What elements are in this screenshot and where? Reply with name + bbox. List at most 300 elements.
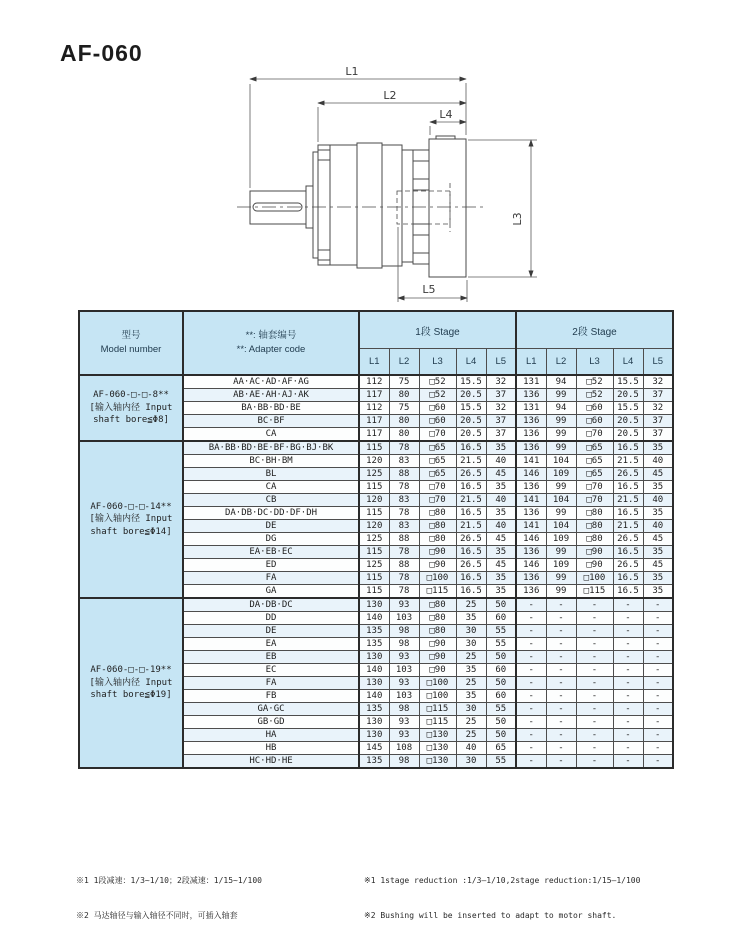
stage2-l4-cell: -: [613, 755, 643, 769]
stage1-l4-cell: 16.5: [456, 546, 486, 559]
stage1-l2-cell: 93: [389, 651, 419, 664]
stage2-l3-cell: □52: [576, 389, 613, 402]
stage2-l5-cell: -: [643, 755, 673, 769]
stage2-l1-cell: -: [516, 755, 546, 769]
stage1-header: 1段 Stage: [359, 311, 516, 349]
stage2-header: 2段 Stage: [516, 311, 673, 349]
stage1-l5-cell: 45: [486, 468, 516, 481]
stage2-l5-cell: -: [643, 651, 673, 664]
stage2-l2-cell: -: [546, 755, 576, 769]
adapter-code-cell: FB: [183, 690, 359, 703]
stage1-l5-cell: 45: [486, 533, 516, 546]
stage2-l3-cell: □70: [576, 428, 613, 442]
stage1-l2-cell: 103: [389, 664, 419, 677]
stage1-l5-cell: 60: [486, 690, 516, 703]
bolt-tab: [413, 253, 429, 264]
stage2-l2-cell: 94: [546, 375, 576, 389]
stage1-l1-cell: 145: [359, 742, 389, 755]
stage2-l1-cell: -: [516, 651, 546, 664]
stage1-l2-cell: 98: [389, 703, 419, 716]
stage1-l5-cell: 65: [486, 742, 516, 755]
bolt-tab: [413, 179, 429, 190]
stage2-l1-cell: 136: [516, 415, 546, 428]
stage1-l2-cell: 93: [389, 677, 419, 690]
stage1-l4-cell: 20.5: [456, 428, 486, 442]
stage1-l4-cell: 16.5: [456, 481, 486, 494]
stage1-l3-cell: □65: [419, 455, 456, 468]
stage2-l2-cell: -: [546, 729, 576, 742]
stage1-l3-cell: □80: [419, 533, 456, 546]
stage1-l4-cell: 25: [456, 651, 486, 664]
stage1-l2-cell: 78: [389, 546, 419, 559]
stage2-l5-cell: 35: [643, 507, 673, 520]
stage2-l5-cell: 35: [643, 572, 673, 585]
hidden-pilot: [397, 191, 450, 224]
stage2-l4-cell: 15.5: [613, 402, 643, 415]
footnotes-english: [364, 852, 640, 933]
stage1-l5-cell: 50: [486, 677, 516, 690]
technical-drawing: [0, 0, 750, 320]
stage1-l5-cell: 32: [486, 402, 516, 415]
stage1-l4-cell: 20.5: [456, 389, 486, 402]
stage1-l2-cell: 78: [389, 481, 419, 494]
col-header-stage1-l4: L4: [456, 349, 486, 376]
stage1-l3-cell: □65: [419, 468, 456, 481]
stage2-l4-cell: 21.5: [613, 520, 643, 533]
stage2-l4-cell: 20.5: [613, 389, 643, 402]
stage1-l5-cell: 35: [486, 585, 516, 599]
stage2-l1-cell: -: [516, 690, 546, 703]
stage1-l2-cell: 88: [389, 468, 419, 481]
stage2-l1-cell: 136: [516, 546, 546, 559]
stage1-l2-cell: 108: [389, 742, 419, 755]
stage1-l4-cell: 25: [456, 677, 486, 690]
adapter-code-cell: DG: [183, 533, 359, 546]
stage2-l2-cell: 99: [546, 546, 576, 559]
output-shaft: [250, 191, 306, 224]
model-group-label-3: AF-060-□-□-19** [输入轴内径 Input shaft bore≦Φ19]: [79, 598, 183, 768]
stage2-l5-cell: -: [643, 638, 673, 651]
stage2-l5-cell: -: [643, 716, 673, 729]
stage1-l1-cell: 125: [359, 559, 389, 572]
stage2-l2-cell: 104: [546, 455, 576, 468]
stage2-l4-cell: 16.5: [613, 481, 643, 494]
stage2-l4-cell: -: [613, 651, 643, 664]
stage1-l5-cell: 35: [486, 546, 516, 559]
gearbox-ring: [382, 145, 402, 266]
stage2-l3-cell: -: [576, 742, 613, 755]
stage2-l3-cell: □60: [576, 415, 613, 428]
stage1-l4-cell: 30: [456, 638, 486, 651]
stage2-l5-cell: 32: [643, 402, 673, 415]
stage2-l5-cell: 45: [643, 559, 673, 572]
stage1-l4-cell: 21.5: [456, 520, 486, 533]
stage2-l3-cell: -: [576, 755, 613, 769]
stage2-l5-cell: -: [643, 677, 673, 690]
stage1-l4-cell: 30: [456, 755, 486, 769]
adapter-code-cell: BA·BB·BD·BE: [183, 402, 359, 415]
stage1-l3-cell: □90: [419, 651, 456, 664]
stage2-l3-cell: □80: [576, 520, 613, 533]
bolt-tab: [413, 150, 429, 161]
col-header-stage1-l1: L1: [359, 349, 389, 376]
stage2-l3-cell: □100: [576, 572, 613, 585]
stage2-l4-cell: 16.5: [613, 572, 643, 585]
stage2-l1-cell: 131: [516, 375, 546, 389]
stage2-l4-cell: 26.5: [613, 559, 643, 572]
dimension-table-body: [79, 375, 673, 768]
footnotes-chinese: [76, 852, 262, 933]
stage1-l5-cell: 40: [486, 494, 516, 507]
stage2-l5-cell: 35: [643, 585, 673, 599]
stage1-l4-cell: 15.5: [456, 402, 486, 415]
stage1-l5-cell: 37: [486, 415, 516, 428]
stage1-l3-cell: □70: [419, 428, 456, 442]
adapter-code-cell: DA·DB·DC: [183, 598, 359, 612]
stage2-l2-cell: 99: [546, 507, 576, 520]
stage1-l3-cell: □100: [419, 572, 456, 585]
stage1-l3-cell: □90: [419, 546, 456, 559]
adapter-code-cell: HC·HD·HE: [183, 755, 359, 769]
stage2-l3-cell: □115: [576, 585, 613, 599]
footnote-cn-2: ※2 马达轴径与输入轴径不同时，可插入轴套: [76, 910, 238, 920]
dim-label-l4: L4: [439, 108, 453, 121]
adapter-code-cell: GA·GC: [183, 703, 359, 716]
stage2-l3-cell: □80: [576, 533, 613, 546]
stage1-l1-cell: 130: [359, 651, 389, 664]
stage1-l5-cell: 35: [486, 507, 516, 520]
stage2-l1-cell: 136: [516, 585, 546, 599]
stage1-l2-cell: 80: [389, 389, 419, 402]
col-header-stage2-l3: L3: [576, 349, 613, 376]
adapter-code-cell: DE: [183, 520, 359, 533]
stage2-l1-cell: -: [516, 729, 546, 742]
stage2-l5-cell: -: [643, 612, 673, 625]
stage1-l5-cell: 35: [486, 441, 516, 455]
stage1-l2-cell: 80: [389, 415, 419, 428]
stage1-l1-cell: 140: [359, 612, 389, 625]
stage1-l5-cell: 40: [486, 520, 516, 533]
dim-label-l1: L1: [345, 65, 359, 78]
stage1-l2-cell: 93: [389, 716, 419, 729]
stage2-l1-cell: 146: [516, 533, 546, 546]
stage2-l1-cell: -: [516, 638, 546, 651]
stage1-l1-cell: 135: [359, 625, 389, 638]
col-header-stage2-l5: L5: [643, 349, 673, 376]
stage1-l2-cell: 83: [389, 520, 419, 533]
stage2-l4-cell: -: [613, 716, 643, 729]
stage2-l3-cell: -: [576, 638, 613, 651]
stage1-l4-cell: 35: [456, 664, 486, 677]
stage1-l5-cell: 45: [486, 559, 516, 572]
stage2-l5-cell: -: [643, 703, 673, 716]
stage2-l4-cell: -: [613, 703, 643, 716]
stage1-l4-cell: 25: [456, 716, 486, 729]
stage2-l4-cell: 20.5: [613, 428, 643, 442]
stage2-l5-cell: 45: [643, 468, 673, 481]
stage2-l3-cell: -: [576, 612, 613, 625]
stage1-l5-cell: 37: [486, 428, 516, 442]
stage1-l5-cell: 60: [486, 612, 516, 625]
adapter-code-cell: GA: [183, 585, 359, 599]
stage1-l5-cell: 35: [486, 481, 516, 494]
stage2-l2-cell: 104: [546, 520, 576, 533]
stage1-l1-cell: 140: [359, 664, 389, 677]
stage1-l4-cell: 20.5: [456, 415, 486, 428]
stage1-l4-cell: 16.5: [456, 585, 486, 599]
stage2-l4-cell: 15.5: [613, 375, 643, 389]
stage2-l3-cell: □80: [576, 507, 613, 520]
stage2-l5-cell: 37: [643, 389, 673, 402]
stage2-l2-cell: -: [546, 625, 576, 638]
adapter-header-cn: **: 轴套编号: [245, 329, 297, 341]
stage2-l5-cell: -: [643, 598, 673, 612]
col-header-stage1-l2: L2: [389, 349, 419, 376]
stage1-l2-cell: 93: [389, 729, 419, 742]
stage2-l3-cell: -: [576, 651, 613, 664]
adapter-code-cell: FA: [183, 677, 359, 690]
stage2-l2-cell: -: [546, 651, 576, 664]
stage1-l3-cell: □130: [419, 742, 456, 755]
motor-flange: [429, 139, 466, 277]
stage1-l2-cell: 78: [389, 585, 419, 599]
stage2-l4-cell: -: [613, 742, 643, 755]
adapter-code-cell: DE: [183, 625, 359, 638]
stage2-l2-cell: -: [546, 677, 576, 690]
stage1-l4-cell: 30: [456, 703, 486, 716]
adapter-code-cell: BL: [183, 468, 359, 481]
stage1-l1-cell: 130: [359, 716, 389, 729]
stage2-l2-cell: -: [546, 598, 576, 612]
bell-housing: [318, 145, 357, 265]
stage2-l5-cell: 40: [643, 494, 673, 507]
stage1-l4-cell: 16.5: [456, 441, 486, 455]
col-header-stage2-l1: L1: [516, 349, 546, 376]
stage2-l3-cell: -: [576, 703, 613, 716]
stage2-l2-cell: 99: [546, 441, 576, 455]
stage2-l1-cell: 141: [516, 494, 546, 507]
stage1-l3-cell: □90: [419, 664, 456, 677]
stage1-l1-cell: 130: [359, 598, 389, 612]
gearbox-body: [357, 143, 382, 268]
stage1-l3-cell: □130: [419, 729, 456, 742]
stage1-l3-cell: □115: [419, 703, 456, 716]
stage1-l2-cell: 75: [389, 375, 419, 389]
table-row: [79, 598, 673, 612]
stage2-l5-cell: 35: [643, 546, 673, 559]
stage1-l4-cell: 25: [456, 598, 486, 612]
stage2-l1-cell: 131: [516, 402, 546, 415]
stage1-l1-cell: 115: [359, 572, 389, 585]
adapter-code-cell: DD: [183, 612, 359, 625]
dim-label-l3: L3: [511, 212, 524, 226]
stage1-l3-cell: □52: [419, 375, 456, 389]
stage2-l4-cell: 20.5: [613, 415, 643, 428]
stage2-l5-cell: -: [643, 742, 673, 755]
adapter-neck: [402, 150, 413, 262]
col-header-stage1-l5: L5: [486, 349, 516, 376]
stage1-l4-cell: 25: [456, 729, 486, 742]
stage1-l4-cell: 40: [456, 742, 486, 755]
stage1-l5-cell: 55: [486, 703, 516, 716]
stage1-l4-cell: 15.5: [456, 375, 486, 389]
stage1-l1-cell: 112: [359, 402, 389, 415]
adapter-code-cell: CA: [183, 428, 359, 442]
stage1-l3-cell: □65: [419, 441, 456, 455]
col-header-stage2-l2: L2: [546, 349, 576, 376]
stage1-l1-cell: 120: [359, 494, 389, 507]
stage2-l3-cell: □70: [576, 494, 613, 507]
stage2-l3-cell: -: [576, 729, 613, 742]
stage2-l4-cell: 16.5: [613, 546, 643, 559]
stage2-l1-cell: -: [516, 677, 546, 690]
stage1-l1-cell: 115: [359, 546, 389, 559]
stage1-l2-cell: 98: [389, 638, 419, 651]
stage2-l1-cell: -: [516, 664, 546, 677]
page-title: AF-060: [60, 40, 143, 66]
stage2-l5-cell: 37: [643, 428, 673, 442]
stage1-l1-cell: 115: [359, 481, 389, 494]
stage1-l2-cell: 98: [389, 755, 419, 769]
stage2-l2-cell: -: [546, 612, 576, 625]
footnote-en-2: ※2 Bushing will be inserted to adapt to motor shaft.: [364, 910, 617, 920]
stage2-l2-cell: 99: [546, 481, 576, 494]
stage1-l2-cell: 88: [389, 533, 419, 546]
stage1-l1-cell: 125: [359, 533, 389, 546]
stage2-l4-cell: -: [613, 690, 643, 703]
stage1-l4-cell: 21.5: [456, 455, 486, 468]
adapter-code-cell: ED: [183, 559, 359, 572]
stage2-l1-cell: 146: [516, 559, 546, 572]
stage2-l2-cell: -: [546, 742, 576, 755]
table-row: [79, 441, 673, 455]
stage1-l1-cell: 135: [359, 638, 389, 651]
stage2-l4-cell: 16.5: [613, 441, 643, 455]
stage1-l3-cell: □115: [419, 716, 456, 729]
stage2-l2-cell: -: [546, 638, 576, 651]
adapter-code-cell: FA: [183, 572, 359, 585]
stage1-l2-cell: 80: [389, 428, 419, 442]
stage2-l4-cell: -: [613, 638, 643, 651]
stage1-l5-cell: 50: [486, 598, 516, 612]
stage2-l1-cell: 141: [516, 455, 546, 468]
stage1-l4-cell: 30: [456, 625, 486, 638]
stage2-l1-cell: 136: [516, 572, 546, 585]
model-number-header: [79, 311, 183, 375]
stage1-l4-cell: 16.5: [456, 572, 486, 585]
stage2-l2-cell: 99: [546, 415, 576, 428]
stage1-l3-cell: □60: [419, 402, 456, 415]
stage2-l3-cell: -: [576, 716, 613, 729]
stage2-l4-cell: 21.5: [613, 455, 643, 468]
stage2-l1-cell: 136: [516, 481, 546, 494]
stage2-l3-cell: □65: [576, 468, 613, 481]
stage1-l5-cell: 55: [486, 755, 516, 769]
stage1-l5-cell: 50: [486, 716, 516, 729]
adapter-code-cell: DA·DB·DC·DD·DF·DH: [183, 507, 359, 520]
stage1-l1-cell: 140: [359, 690, 389, 703]
stage2-l4-cell: -: [613, 729, 643, 742]
stage1-l3-cell: □100: [419, 677, 456, 690]
stage1-l2-cell: 78: [389, 507, 419, 520]
stage1-l4-cell: 26.5: [456, 559, 486, 572]
stage2-l2-cell: 109: [546, 559, 576, 572]
stage1-l2-cell: 103: [389, 690, 419, 703]
stage1-l3-cell: □80: [419, 612, 456, 625]
dim-label-l2: L2: [383, 89, 397, 102]
stage1-l1-cell: 115: [359, 507, 389, 520]
stage1-l1-cell: 117: [359, 389, 389, 402]
adapter-code-cell: EC: [183, 664, 359, 677]
stage2-l5-cell: -: [643, 690, 673, 703]
stage2-l1-cell: 136: [516, 441, 546, 455]
stage2-l2-cell: 104: [546, 494, 576, 507]
stage1-l5-cell: 40: [486, 455, 516, 468]
model-header-en: Model number: [100, 344, 162, 355]
stage2-l3-cell: -: [576, 690, 613, 703]
dimension-table: [78, 310, 674, 769]
bolt-tab: [413, 224, 429, 235]
stage1-l2-cell: 98: [389, 625, 419, 638]
stage1-l3-cell: □80: [419, 507, 456, 520]
stage2-l3-cell: -: [576, 677, 613, 690]
stage1-l2-cell: 103: [389, 612, 419, 625]
model-group-label-1: AF-060-□-□-8** [输入轴内径 Input shaft bore≦Φ8]: [79, 375, 183, 441]
stage1-l3-cell: □60: [419, 415, 456, 428]
stage2-l4-cell: 26.5: [613, 533, 643, 546]
flange-top-tab: [436, 136, 455, 139]
adapter-code-cell: EA·EB·EC: [183, 546, 359, 559]
stage1-l1-cell: 135: [359, 755, 389, 769]
stage2-l1-cell: 141: [516, 520, 546, 533]
stage1-l2-cell: 75: [389, 402, 419, 415]
stage2-l2-cell: -: [546, 716, 576, 729]
stage2-l2-cell: 99: [546, 572, 576, 585]
stage1-l4-cell: 16.5: [456, 507, 486, 520]
stage2-l2-cell: -: [546, 703, 576, 716]
stage1-l1-cell: 115: [359, 441, 389, 455]
stage1-l3-cell: □115: [419, 585, 456, 599]
stage2-l1-cell: 136: [516, 507, 546, 520]
stage2-l1-cell: -: [516, 703, 546, 716]
col-header-stage2-l4: L4: [613, 349, 643, 376]
stage1-l4-cell: 35: [456, 690, 486, 703]
stage1-l3-cell: □100: [419, 690, 456, 703]
stage1-l2-cell: 88: [389, 559, 419, 572]
stage2-l3-cell: -: [576, 664, 613, 677]
stage2-l4-cell: 21.5: [613, 494, 643, 507]
stage2-l1-cell: 136: [516, 428, 546, 442]
stage2-l3-cell: □60: [576, 402, 613, 415]
stage2-l3-cell: □90: [576, 546, 613, 559]
stage2-l5-cell: 40: [643, 455, 673, 468]
adapter-header-en: **: Adapter code: [236, 344, 306, 355]
stage1-l5-cell: 60: [486, 664, 516, 677]
stage1-l2-cell: 93: [389, 598, 419, 612]
stage2-l2-cell: 99: [546, 428, 576, 442]
table-row: [79, 375, 673, 389]
stage2-l4-cell: 26.5: [613, 468, 643, 481]
stage2-l2-cell: 109: [546, 533, 576, 546]
stage2-l2-cell: 99: [546, 585, 576, 599]
stage2-l1-cell: -: [516, 742, 546, 755]
stage2-l5-cell: -: [643, 729, 673, 742]
stage1-l3-cell: □90: [419, 559, 456, 572]
stage1-l3-cell: □80: [419, 625, 456, 638]
stage2-l2-cell: 94: [546, 402, 576, 415]
stage1-l4-cell: 35: [456, 612, 486, 625]
adapter-code-cell: GB·GD: [183, 716, 359, 729]
